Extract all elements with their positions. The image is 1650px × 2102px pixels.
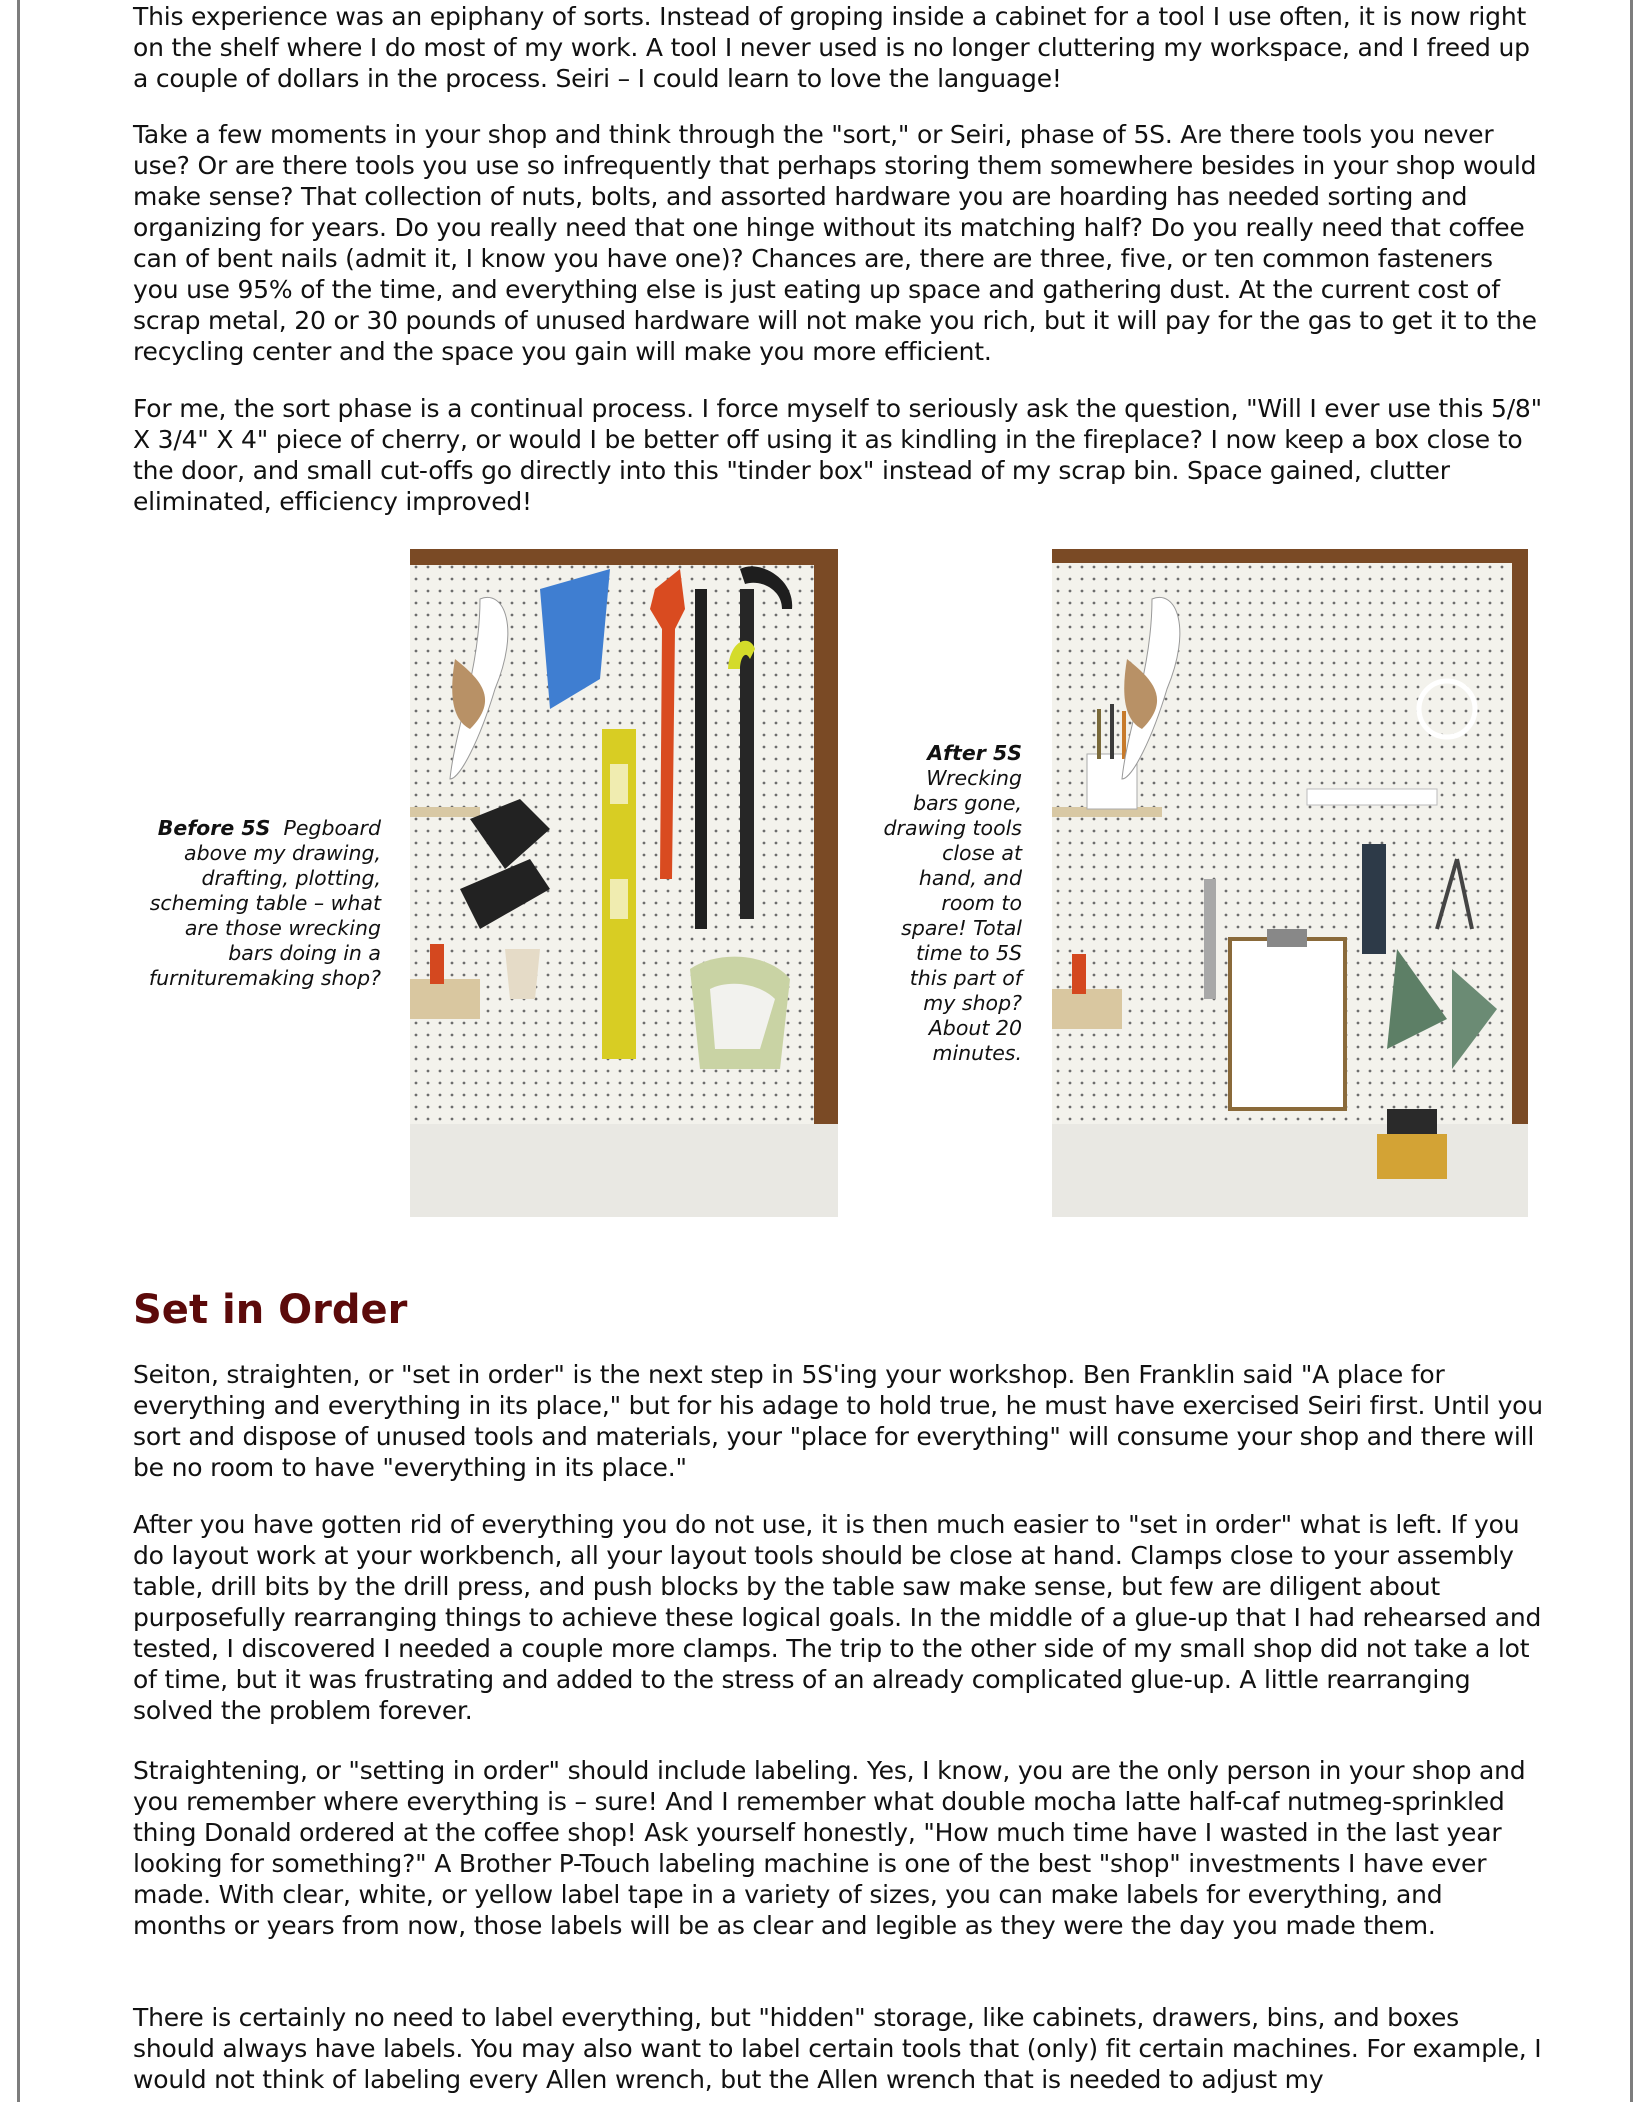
paragraph-sort-phase: Take a few moments in your shop and think through the "sort," or Seiri, phase of 5S. Are there tools you never use? Or are there tools you use so infrequently that perhaps storing them somewhere besides in your shop would make sense? That collection of nuts, bolts, and assorted hardware you are hoarding has needed sorting and organizing for years. Do you really need that one hinge without its matching half? Do you really need that coffee can of bent nails (admit it, I know you have one)? Chances are, there are three, five, or ten common fasteners you use 95% of the time, and everything else is just eating up space and gathering dust. At the current cost of scrap metal, 20 or 30 pounds of unused hardware will not make you rich, but it will pay for the gas to get it to the recycling center and the space you gain will make you more efficient.: [133, 120, 1537, 366]
photo-before-5s-pegboard: [410, 549, 838, 1217]
paragraph-rearranging: After you have gotten rid of everything you do not use, it is then much easier to "set in order" what is left. If you do layout work at your workbench, all your layout tools should be close at hand. Clamps close to your assembly table, drill bits by the drill press, and push blocks by the table saw make sense, but few are diligent about purposefully rearranging things to achieve these logical goals. In the middle of a glue-up that I had rehearsed and tested, I discovered I needed a couple more clamps. The trip to the other side of my small shop did not take a lot of time, but it was frustrating and added to the stress of an already complicated glue-up. A little rearranging solved the problem forever.: [133, 1510, 1542, 1725]
caption-before-5s: [138, 816, 381, 991]
paragraph-labeling: Straightening, or "setting in order" should include labeling. Yes, I know, you are the only person in your shop and you remember where everything is – sure! And I remember what double mocha latte half-caf nutmeg-sprinkled thing Donald ordered at the coffee shop! Ask yourself honestly, "How much time have I wasted in the last year looking for something?" A Brother P-Touch labeling machine is one of the best "shop" investments I have ever made. With clear, white, or yellow label tape in a variety of sizes, you can make labels for everything, and months or years from now, those labels will be as clear and legible as they were the day you made them.: [133, 1756, 1526, 1940]
page-frame-right: [1630, 0, 1633, 2102]
section-heading-set-in-order: Set in Order: [133, 1287, 408, 1333]
paragraph-epiphany: This experience was an epiphany of sorts. Instead of groping inside a cabinet for a tool I use often, it is now right on the shelf where I do most of my work. A tool I never used is no longer cluttering my workspace, and I freed up a couple of dollars in the process. Seiri – I could learn to love the language!: [133, 2, 1530, 93]
caption-after-title: After 5S: [927, 741, 1022, 765]
paragraph-hidden-storage: There is certainly no need to label everything, but "hidden" storage, like cabinets, drawers, bins, and boxes should always have labels. You may also want to label certain tools that (only) fit certain machines. For example, I would not think of labeling every Allen wrench, but the Allen wrench that is needed to adjust my: [133, 2003, 1542, 2094]
paragraph-continual-process: For me, the sort phase is a continual process. I force myself to seriously ask the question, "Will I ever use this 5/8" X 3/4" X 4" piece of cherry, or would I be better off using it as kindling in the fireplace? I now keep a box close to the door, and small cut-offs go directly into this "tinder box" instead of my scrap bin. Space gained, clutter eliminated, efficiency improved!: [133, 394, 1542, 516]
caption-before-title: Before 5S: [157, 816, 271, 840]
photo-after-5s-pegboard: [1052, 549, 1528, 1217]
caption-after-5s: [880, 741, 1022, 1066]
caption-before-text: Pegboard above my drawing, drafting, plotting, scheming table – what are those wrecking bars doing in a furnituremaking shop?: [148, 816, 381, 990]
paragraph-seiton: Seiton, straighten, or "set in order" is the next step in 5S'ing your workshop. Ben Franklin said "A place for everything and everything in its place," but for his adage to hold true, he must have exercised Seiri first. Until you sort and dispose of unused tools and materials, your "place for everything" will consume your shop and there will be no room to have "everything in its place.": [133, 1360, 1543, 1482]
page-frame-left: [17, 0, 20, 2102]
caption-after-text: Wrecking bars gone, drawing tools close at hand, and room to spare! Total time to 5S this part of my shop? About 20 minutes.: [883, 766, 1022, 1065]
